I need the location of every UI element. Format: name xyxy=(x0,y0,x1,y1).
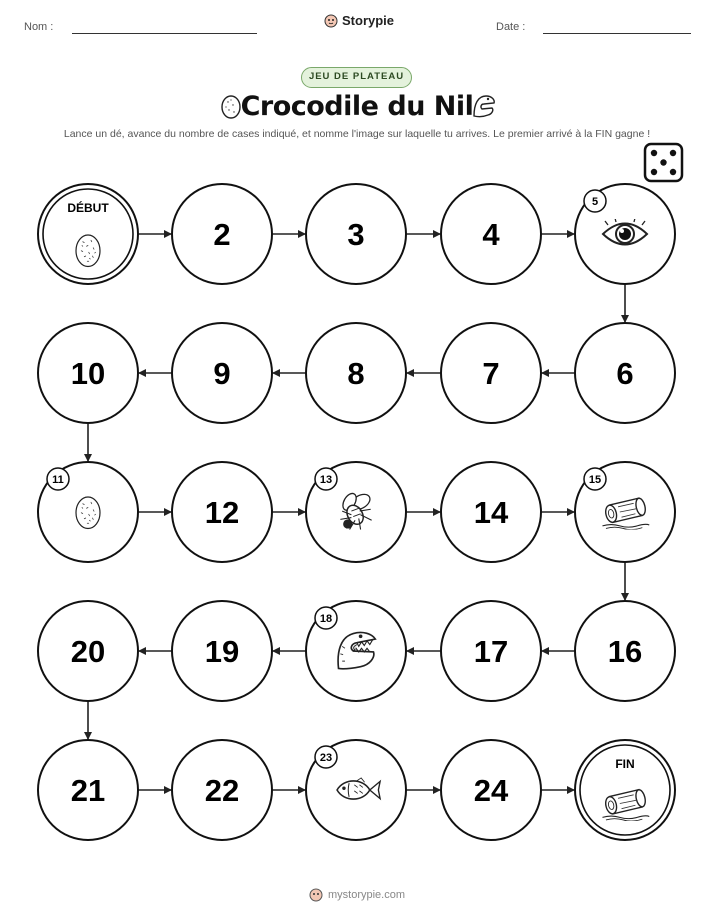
cell-number: 4 xyxy=(482,217,500,252)
start-cell xyxy=(38,184,138,284)
game-type-badge: JEU DE PLATEAU xyxy=(301,67,412,88)
cell-number: 22 xyxy=(204,773,240,808)
board-cell-22 xyxy=(172,740,272,840)
egg-icon xyxy=(76,497,100,529)
cell-number: 17 xyxy=(473,634,509,669)
board-cell-2 xyxy=(172,184,272,284)
board-cell-8 xyxy=(306,323,406,423)
cell-number: 20 xyxy=(70,634,106,669)
date-label: Date : xyxy=(496,21,526,33)
board-cell-16 xyxy=(575,601,675,701)
board-cell-4 xyxy=(441,184,541,284)
cell-number-badge: 15 xyxy=(588,474,602,486)
instructions: Lance un dé, avance du nombre de cases indiqué, et nomme l'image sur laquelle tu arrives. Le premier arrivé à la FIN gagne ! xyxy=(63,128,651,140)
board-cell-7 xyxy=(441,323,541,423)
cell-number: 10 xyxy=(70,356,106,391)
board-cell-3 xyxy=(306,184,406,284)
cell-number: 6 xyxy=(616,356,634,391)
board-cell-21 xyxy=(38,740,138,840)
board-cell-13 xyxy=(306,462,406,562)
board-cell-20 xyxy=(38,601,138,701)
board-cell-12 xyxy=(172,462,272,562)
cell-number: 9 xyxy=(213,356,231,391)
cell-number-badge: 23 xyxy=(319,752,333,764)
cell-number: 24 xyxy=(473,773,509,808)
cell-number-badge: 13 xyxy=(319,474,333,486)
cell-number: 7 xyxy=(482,356,500,391)
board-cell-23 xyxy=(306,740,406,840)
finish-cell xyxy=(575,740,675,840)
start-label: DÉBUT xyxy=(67,201,109,215)
board-cell-9 xyxy=(172,323,272,423)
board-cell-18 xyxy=(306,601,406,701)
footer-mascot-icon xyxy=(309,888,323,902)
cell-number-badge: 18 xyxy=(319,613,333,625)
cell-number: 16 xyxy=(607,634,643,669)
finish-label: FIN xyxy=(615,757,635,771)
board-cell-11 xyxy=(38,462,138,562)
board-cell-19 xyxy=(172,601,272,701)
cell-number: 14 xyxy=(473,495,509,530)
board-cell-10 xyxy=(38,323,138,423)
board-cell-17 xyxy=(441,601,541,701)
cell-number: 8 xyxy=(347,356,365,391)
cell-number: 12 xyxy=(204,495,240,530)
cell-number: 3 xyxy=(347,217,365,252)
cell-number: 19 xyxy=(204,634,240,669)
cell-number: 21 xyxy=(70,773,106,808)
name-label: Nom : xyxy=(24,21,54,33)
board-cell-15 xyxy=(575,462,675,562)
footer xyxy=(0,888,714,902)
egg-icon xyxy=(76,235,100,267)
cell-number-badge: 5 xyxy=(591,196,599,208)
footer-url[interactable]: mystorypie.com xyxy=(327,889,406,901)
cell-number-badge: 11 xyxy=(52,474,64,486)
page-title: Crocodile du Nil xyxy=(240,91,474,122)
brand-name: Storypie xyxy=(342,13,395,28)
board-cell-24 xyxy=(441,740,541,840)
cell-number: 2 xyxy=(213,217,231,252)
board-cell-6 xyxy=(575,323,675,423)
board-cell-14 xyxy=(441,462,541,562)
board-cell-5 xyxy=(575,184,675,284)
